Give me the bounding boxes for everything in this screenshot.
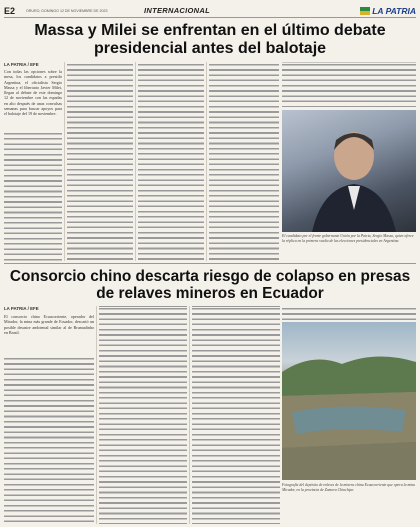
column-rule	[206, 62, 207, 261]
dateline: ORURO, DOMINGO 12 DE NOVIEMBRE DE 2023	[26, 8, 108, 13]
article2-lead: El consorcio chino Ecuacorriente, operador del Mirador, la mina más grande de Ecuador, descartó un posible desastre ambiental similar al de Brumadinho en Brasil.	[4, 314, 94, 335]
column-rule	[64, 62, 65, 261]
page-number: E2	[4, 5, 16, 16]
article2-column-2	[99, 306, 187, 524]
article1-column-4	[209, 62, 279, 261]
flag-icon	[360, 7, 370, 15]
column-rule	[135, 62, 136, 261]
article2-headline: Consorcio chino descarta riesgo de colapso en presas de relaves mineros en Ecuador	[9, 268, 411, 303]
column-rule	[189, 306, 190, 524]
article1-lead-text	[4, 69, 62, 129]
article2-byline: LA PATRIA / EFE	[4, 306, 39, 311]
article1-photo-caption: El candidato por el frente gobernante Unión por la Patria, Sergio Massa, quien ofrece la réplica en la primera vuelta de las elecciones presidenciales en Argentina.	[282, 234, 414, 243]
article1-column-2	[67, 62, 133, 261]
tailings-dam-image	[282, 322, 416, 480]
article2-column-1	[4, 356, 94, 524]
page-header	[4, 4, 416, 18]
article1-column-1	[4, 131, 62, 261]
article2-column-3	[192, 306, 280, 524]
logo-text: LA PATRIA	[372, 5, 416, 16]
article1-byline: LA PATRIA / EFE	[4, 62, 39, 67]
article1-headline: Massa y Milei se enfrentan en el último debate presidencial antes del balotaje	[34, 22, 386, 58]
portrait-image	[282, 110, 416, 232]
article2-photo-caption: Fotografía del depósito de relaves de la minera china Ecuacorriente que opera la mina Mirador, en la provincia de Zamora Chinchipe.	[282, 483, 416, 492]
article1-column-3	[138, 62, 204, 261]
article1-column-5	[282, 62, 416, 107]
article1-photo	[282, 110, 416, 232]
section-divider	[4, 263, 416, 264]
article2-column-4	[282, 306, 416, 320]
article2-photo	[282, 322, 416, 480]
newspaper-logo	[360, 6, 416, 16]
section-title: INTERNACIONAL	[144, 6, 210, 15]
column-rule	[96, 306, 97, 524]
article1-lead: Con todas las opciones sobre la mesa, los candidatos a presidir Argentina, el oficialista Sergio Massa y el libertario Javier Milei, llegan al debate de este domingo 12 de noviembre con las espadas en alto después de unas convulsas semanas para buscar apoyos para el balotaje del 19 de noviembre.	[4, 69, 62, 116]
article2-lead-text	[4, 314, 94, 354]
